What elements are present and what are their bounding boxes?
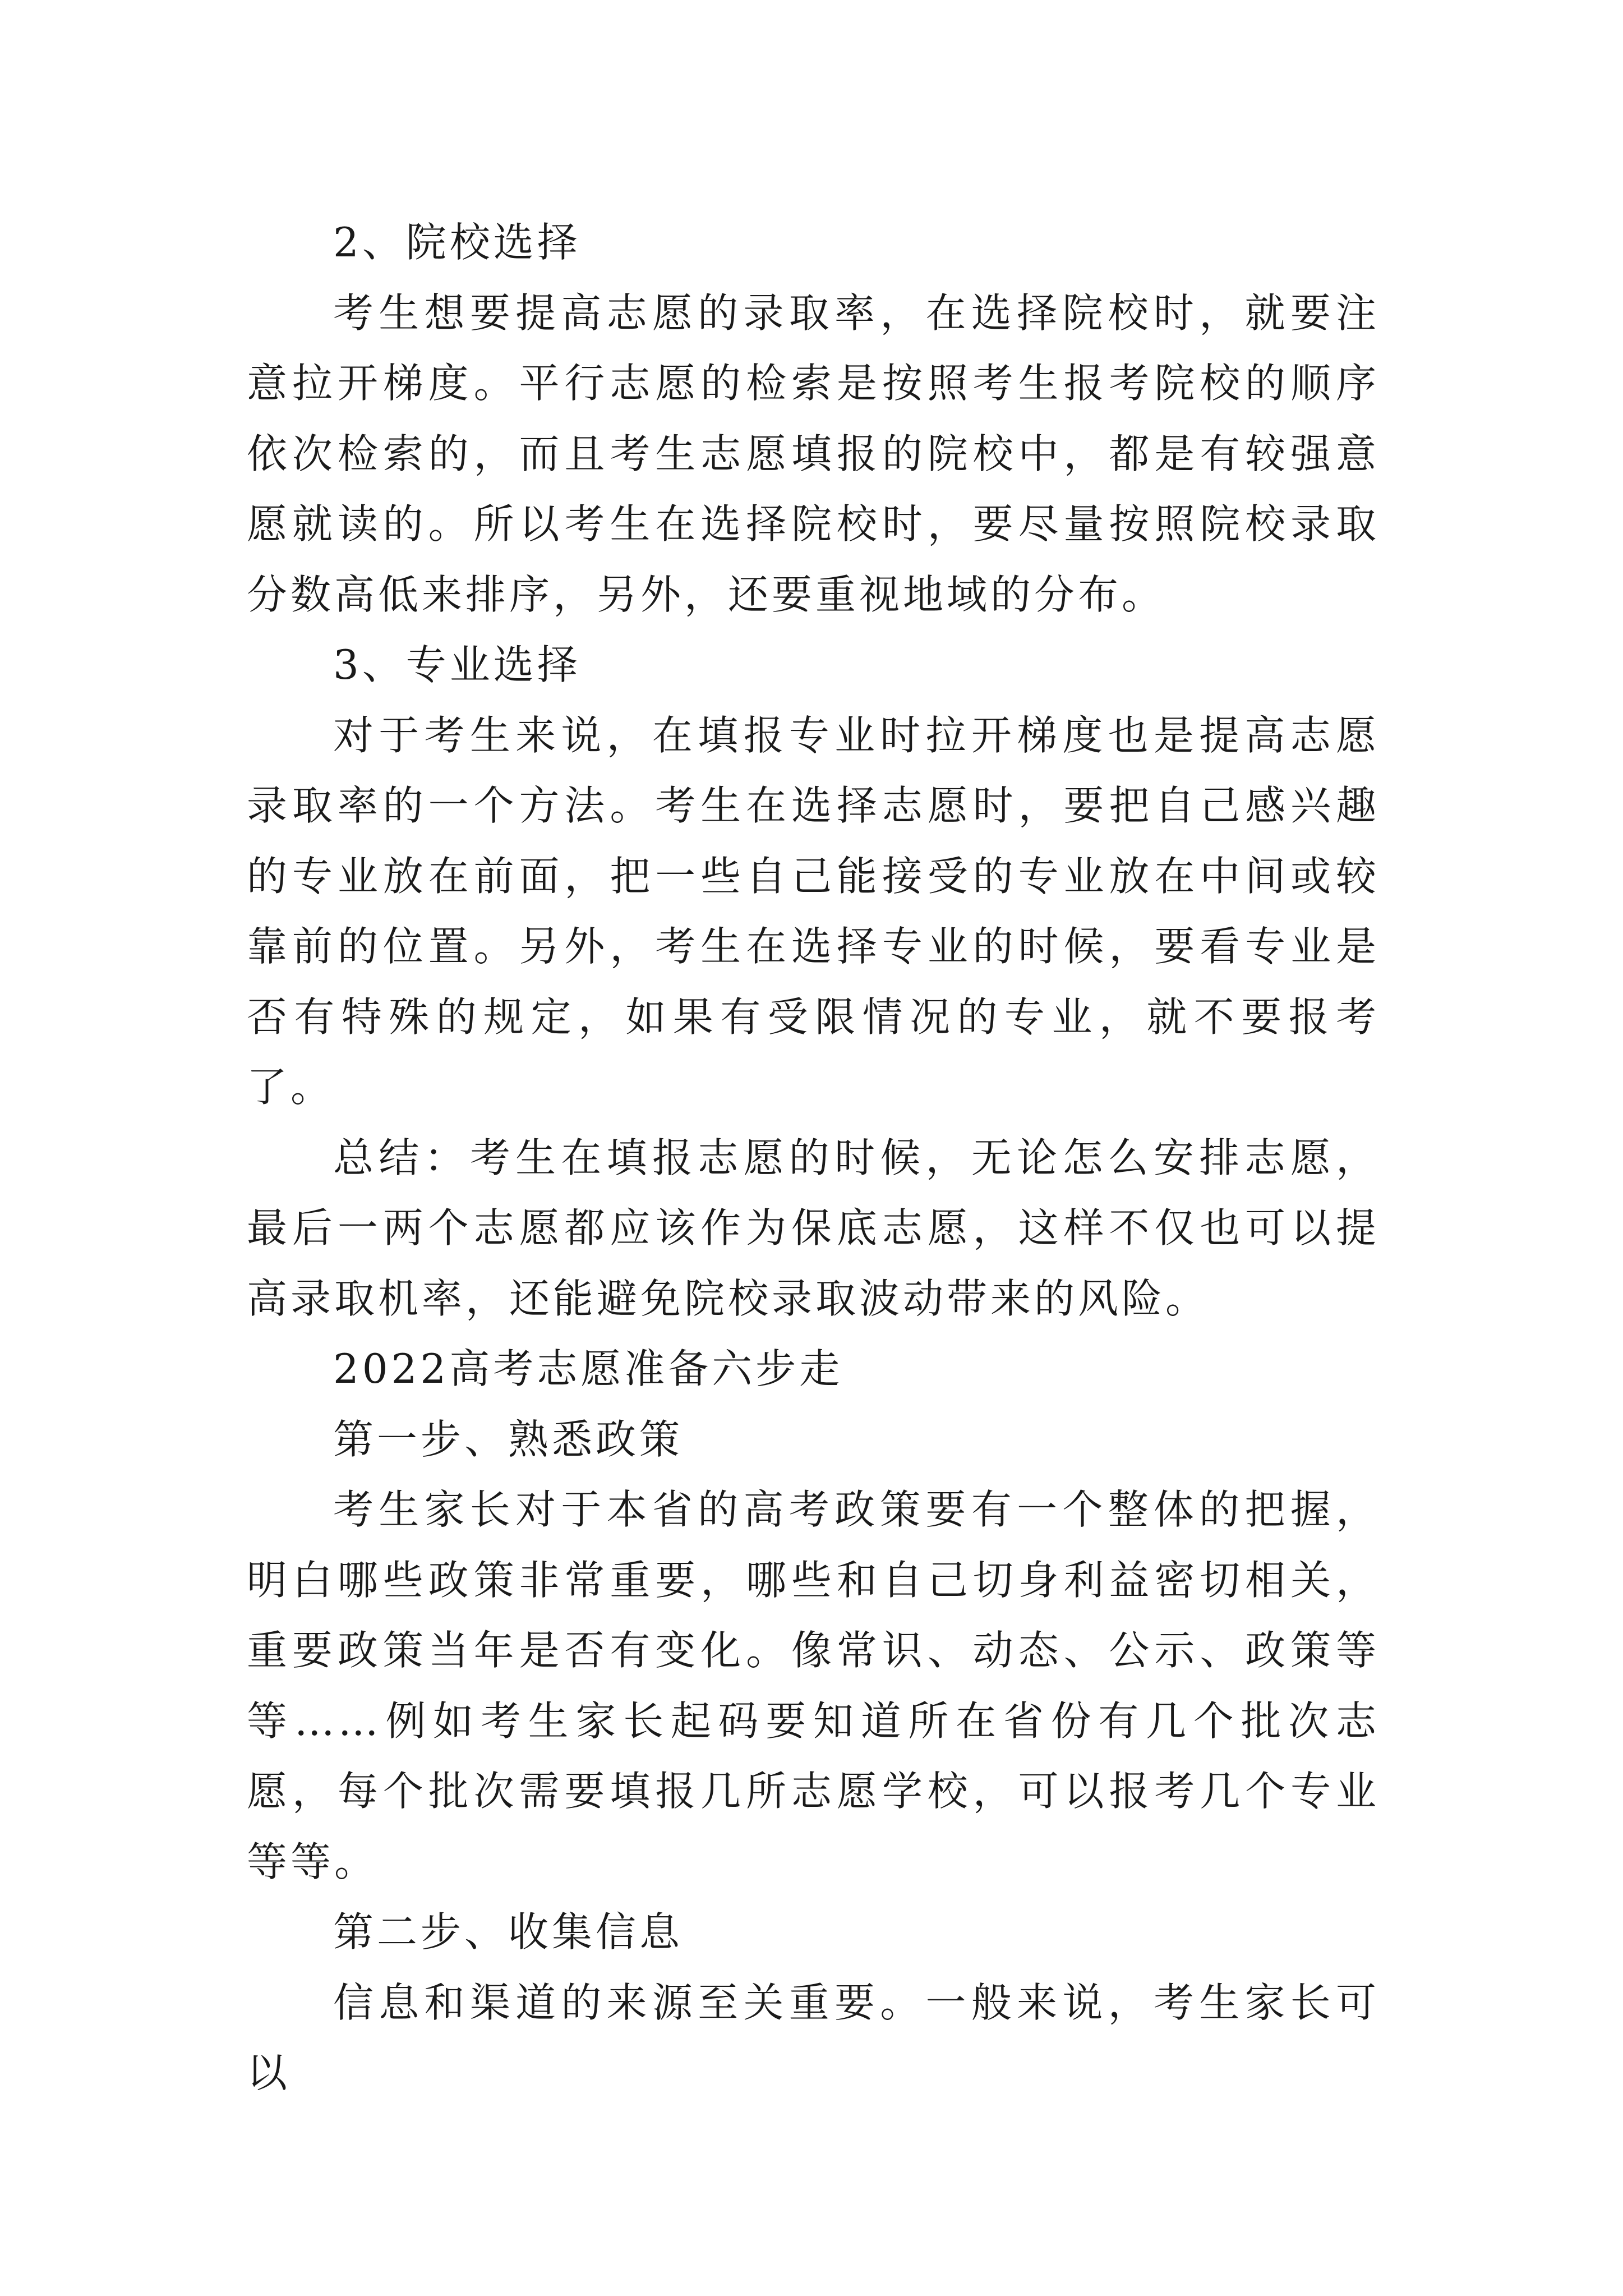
paragraph-major-selection: 对于考生来说，在填报专业时拉开梯度也是提高志愿录取率的一个方法。考生在选择志愿时，要把自己感兴趣的专业放在前面，把一些自己能接受的专业放在中间或较靠前的位置。另外，考生在选择专业的时候，要看专业是否有特殊的规定，如果有受限情况的专业，就不要报考了。 — [247, 711, 1380, 1111]
heading-school-selection: 2、院校选择 — [333, 219, 581, 266]
paragraph-summary: 总结：考生在填报志愿的时候，无论怎么安排志愿，最后一两个志愿都应该作为保底志愿，这样不仅也可以提高录取机率，还能避免院校录取波动带来的风险。 — [247, 1134, 1380, 1322]
heading-step-one: 第一步、熟悉政策 — [333, 1415, 684, 1463]
document-body — [247, 208, 1380, 2109]
paragraph-step-two: 信息和渠道的来源至关重要。一般来说，考生家长可以 — [247, 1978, 1380, 2096]
paragraph-step-one: 考生家长对于本省的高考政策要有一个整体的把握，明白哪些政策非常重要，哪些和自己切身利益密切相关，重要政策当年是否有变化。像常识、动态、公示、政策等等……例如考生家长起码要知道所在省份有几个批次志愿，每个批次需要填报几所志愿学校，可以报考几个专业等等。 — [247, 1486, 1380, 1885]
heading-major-selection: 3、专业选择 — [333, 641, 581, 688]
section-title-six-steps: 2022高考志愿准备六步走 — [333, 1345, 843, 1392]
paragraph-school-selection: 考生想要提高志愿的录取率，在选择院校时，就要注意拉开梯度。平行志愿的检索是按照考生报考院校的顺序依次检索的，而且考生志愿填报的院校中，都是有较强意愿就读的。所以考生在选择院校时，要尽量按照院校录取分数高低来排序，另外，还要重视地域的分布。 — [247, 289, 1380, 618]
heading-step-two: 第二步、收集信息 — [333, 1908, 684, 1955]
